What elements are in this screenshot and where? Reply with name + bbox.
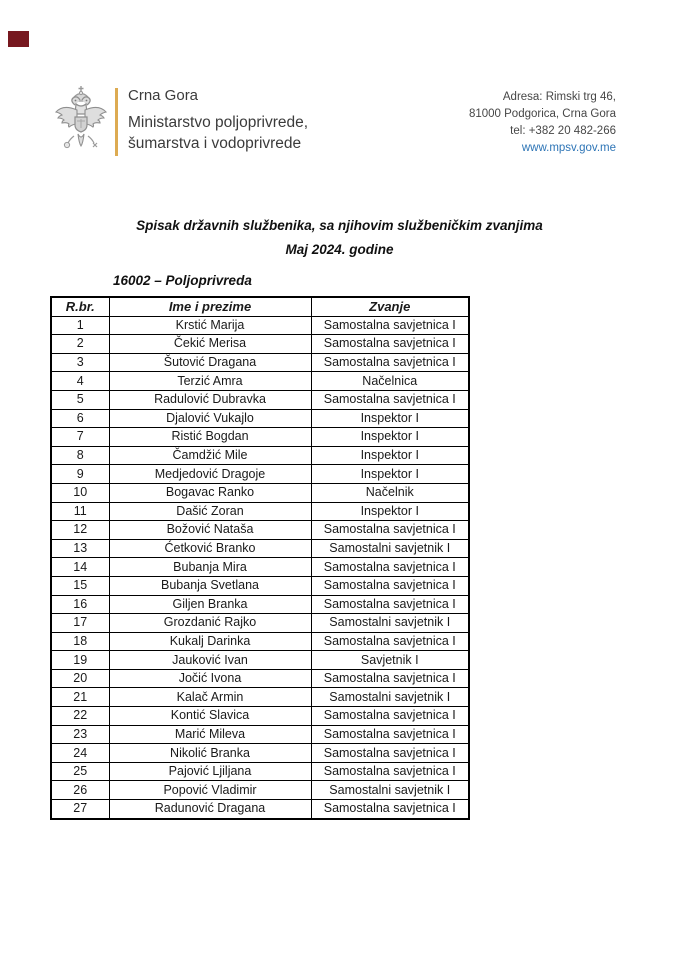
document-title-line2: Maj 2024. godine: [285, 242, 394, 257]
title-cell: Inspektor I: [311, 428, 469, 447]
table-row: [51, 707, 469, 726]
website-link[interactable]: www.mpsv.gov.me: [521, 142, 616, 154]
row-number-cell: 22: [51, 707, 109, 726]
row-number-cell: 6: [51, 409, 109, 428]
title-cell: Samostalna savjetnica I: [311, 335, 469, 354]
name-cell: Čamdžić Mile: [109, 446, 311, 465]
row-number-cell: 1: [51, 316, 109, 335]
table-row: [51, 372, 469, 391]
table-row: [51, 539, 469, 558]
title-cell: Samostalna savjetnica I: [311, 595, 469, 614]
title-cell: Samostalni savjetnik I: [311, 614, 469, 633]
title-cell: Samostalna savjetnica I: [311, 558, 469, 577]
table-row: [51, 576, 469, 595]
title-cell: Savjetnik I: [311, 651, 469, 670]
row-number-cell: 11: [51, 502, 109, 521]
name-cell: Kontić Slavica: [109, 707, 311, 726]
name-cell: Terzić Amra: [109, 372, 311, 391]
name-cell: Giljen Branka: [109, 595, 311, 614]
name-cell: Ristić Bogdan: [109, 428, 311, 447]
row-number-cell: 9: [51, 465, 109, 484]
table-row: [51, 800, 469, 819]
org-country: Crna Gora: [128, 87, 199, 104]
table-header-row: [51, 297, 469, 316]
row-number-cell: 23: [51, 725, 109, 744]
table-row: [51, 428, 469, 447]
row-number-cell: 21: [51, 688, 109, 707]
table-row: [51, 725, 469, 744]
table-row: [51, 502, 469, 521]
name-cell: Kukalj Darinka: [109, 632, 311, 651]
name-cell: Popović Vladimir: [109, 781, 311, 800]
table-row: [51, 651, 469, 670]
document-title-line1: Spisak državnih službenika, sa njihovim službeničkim zvanjima: [136, 218, 543, 233]
column-header-name: Ime i prezime: [109, 297, 311, 316]
table-row: [51, 558, 469, 577]
name-cell: Bogavac Ranko: [109, 483, 311, 502]
table-row: [51, 390, 469, 409]
name-cell: Pajović Ljiljana: [109, 762, 311, 781]
org-ministry-line1: Ministarstvo poljoprivrede,: [128, 114, 309, 131]
table-row: [51, 688, 469, 707]
document-title: [0, 214, 679, 262]
organization-block: [128, 87, 308, 154]
title-cell: Inspektor I: [311, 446, 469, 465]
contact-phone: tel: +382 20 482-266: [510, 125, 616, 137]
title-cell: Samostalna savjetnica I: [311, 669, 469, 688]
table-row: [51, 409, 469, 428]
table-row: [51, 465, 469, 484]
table-row: [51, 669, 469, 688]
name-cell: Jauković Ivan: [109, 651, 311, 670]
title-cell: Samostalna savjetnica I: [311, 725, 469, 744]
row-number-cell: 27: [51, 800, 109, 819]
row-number-cell: 25: [51, 762, 109, 781]
name-cell: Dašić Zoran: [109, 502, 311, 521]
row-number-cell: 10: [51, 483, 109, 502]
table-row: [51, 521, 469, 540]
table-body: [51, 316, 469, 819]
title-cell: Samostalna savjetnica I: [311, 521, 469, 540]
title-cell: Inspektor I: [311, 465, 469, 484]
table-row: [51, 781, 469, 800]
row-number-cell: 7: [51, 428, 109, 447]
title-cell: Inspektor I: [311, 502, 469, 521]
title-cell: Samostalni savjetnik I: [311, 781, 469, 800]
table-row: [51, 353, 469, 372]
title-cell: Načelnica: [311, 372, 469, 391]
name-cell: Božović Nataša: [109, 521, 311, 540]
table-row: [51, 483, 469, 502]
table-row: [51, 595, 469, 614]
title-cell: Samostalna savjetnica I: [311, 800, 469, 819]
name-cell: Kalač Armin: [109, 688, 311, 707]
table-row: [51, 316, 469, 335]
name-cell: Krstić Marija: [109, 316, 311, 335]
name-cell: Ćetković Branko: [109, 539, 311, 558]
row-number-cell: 26: [51, 781, 109, 800]
table-row: [51, 762, 469, 781]
name-cell: Grozdanić Rajko: [109, 614, 311, 633]
contact-address-line1: Adresa: Rimski trg 46,: [502, 91, 616, 103]
roster-table: [50, 296, 470, 820]
table-row: [51, 335, 469, 354]
title-cell: Samostalni savjetnik I: [311, 539, 469, 558]
table-row: [51, 632, 469, 651]
row-number-cell: 24: [51, 744, 109, 763]
row-number-cell: 17: [51, 614, 109, 633]
row-number-cell: 19: [51, 651, 109, 670]
row-number-cell: 5: [51, 390, 109, 409]
row-number-cell: 14: [51, 558, 109, 577]
row-number-cell: 12: [51, 521, 109, 540]
row-number-cell: 18: [51, 632, 109, 651]
title-cell: Samostalna savjetnica I: [311, 762, 469, 781]
row-number-cell: 3: [51, 353, 109, 372]
title-cell: Samostalna savjetnica I: [311, 707, 469, 726]
section-label: 16002 – Poljoprivreda: [113, 273, 252, 288]
row-number-cell: 2: [51, 335, 109, 354]
table-row: [51, 744, 469, 763]
name-cell: Jočić Ivona: [109, 669, 311, 688]
viewer-marker: [8, 31, 29, 47]
title-cell: Inspektor I: [311, 409, 469, 428]
row-number-cell: 4: [51, 372, 109, 391]
name-cell: Radunović Dragana: [109, 800, 311, 819]
table-row: [51, 446, 469, 465]
name-cell: Bubanja Svetlana: [109, 576, 311, 595]
title-cell: Samostalna savjetnica I: [311, 353, 469, 372]
org-ministry-line2: šumarstva i vodoprivrede: [128, 135, 302, 152]
row-number-cell: 8: [51, 446, 109, 465]
column-header-zvanje: Zvanje: [311, 297, 469, 316]
name-cell: Nikolić Branka: [109, 744, 311, 763]
montenegro-coat-of-arms-icon: [54, 84, 108, 160]
name-cell: Šutović Dragana: [109, 353, 311, 372]
row-number-cell: 13: [51, 539, 109, 558]
name-cell: Čekić Merisa: [109, 335, 311, 354]
column-header-rbr: R.br.: [51, 297, 109, 316]
title-cell: Samostalni savjetnik I: [311, 688, 469, 707]
name-cell: Medjedović Dragoje: [109, 465, 311, 484]
table-row: [51, 614, 469, 633]
title-cell: Samostalna savjetnica I: [311, 316, 469, 335]
name-cell: Djalović Vukajlo: [109, 409, 311, 428]
contact-block: [469, 89, 616, 157]
name-cell: Bubanja Mira: [109, 558, 311, 577]
row-number-cell: 15: [51, 576, 109, 595]
name-cell: Radulović Dubravka: [109, 390, 311, 409]
row-number-cell: 20: [51, 669, 109, 688]
title-cell: Samostalna savjetnica I: [311, 744, 469, 763]
title-cell: Samostalna savjetnica I: [311, 576, 469, 595]
title-cell: Samostalna savjetnica I: [311, 632, 469, 651]
row-number-cell: 16: [51, 595, 109, 614]
name-cell: Marić Mileva: [109, 725, 311, 744]
title-cell: Samostalna savjetnica I: [311, 390, 469, 409]
title-cell: Načelnik: [311, 483, 469, 502]
letterhead-divider: [115, 88, 118, 156]
contact-address-line2: 81000 Podgorica, Crna Gora: [468, 108, 616, 120]
